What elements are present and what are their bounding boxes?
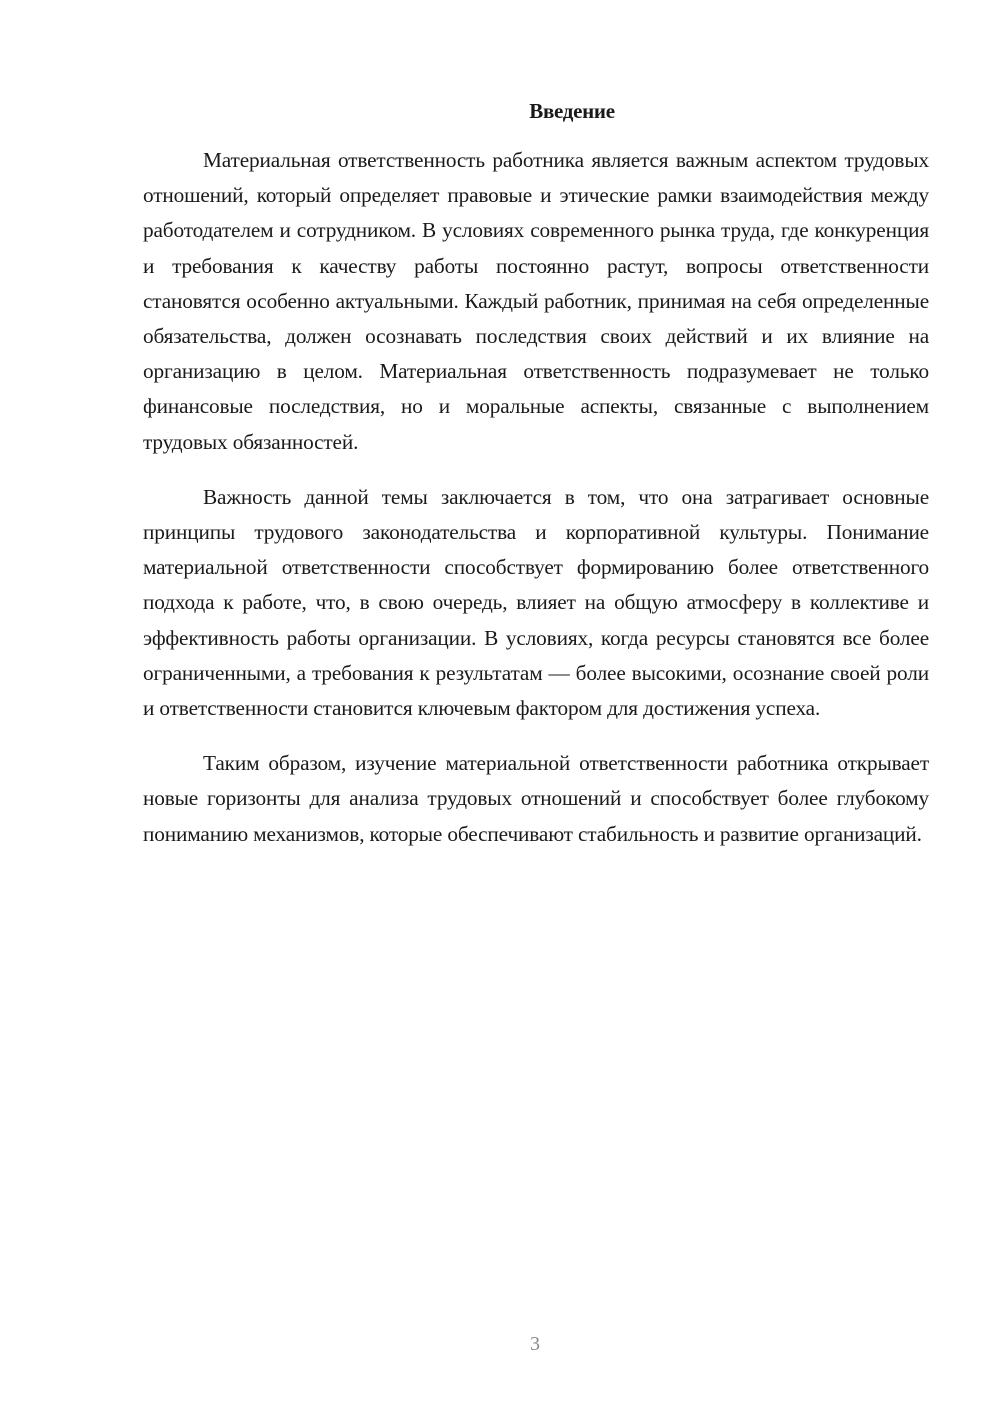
paragraph-2: Важность данной темы заключается в том, что она затрагивает основные принципы трудового законодательства и корпоративной культуры. Понимание материальной ответственности способствует формированию более ответственного подхода к работе, что, в свою очередь, влияет на общую атмосферу в коллективе и эффективность работы организации. В условиях, когда ресурсы становятся все более ограниченными, а требования к результатам — более высокими, осознание своей роли и ответственности становится ключевым фактором для достижения успеха. [143,484,929,721]
paragraph-3: Таким образом, изучение материальной ответственности работника открывает новые горизонты для анализа трудовых отношений и способствует более глубокому пониманию механизмов, которые обеспечивают стабильность и развитие организаций. [143,751,929,846]
page-number: 3 [530,1333,540,1355]
paragraph-1: Материальная ответственность работника является важным аспектом трудовых отношений, который определяет правовые и этические рамки взаимодействия между работодателем и сотрудником. В условиях современного рынка труда, где конкуренция и требования к качеству работы постоянно растут, вопросы ответственности становятся особенно актуальными. Каждый работник, принимая на себя определенные обязательства, должен осознавать последствия своих действий и их влияние на организацию в целом. Материальная ответственность подразумевает не только финансовые последствия, но и моральные аспекты, связанные с выполнением трудовых обязанностей. [143,148,929,454]
page-content [143,96,929,852]
section-title: Введение [529,99,615,123]
